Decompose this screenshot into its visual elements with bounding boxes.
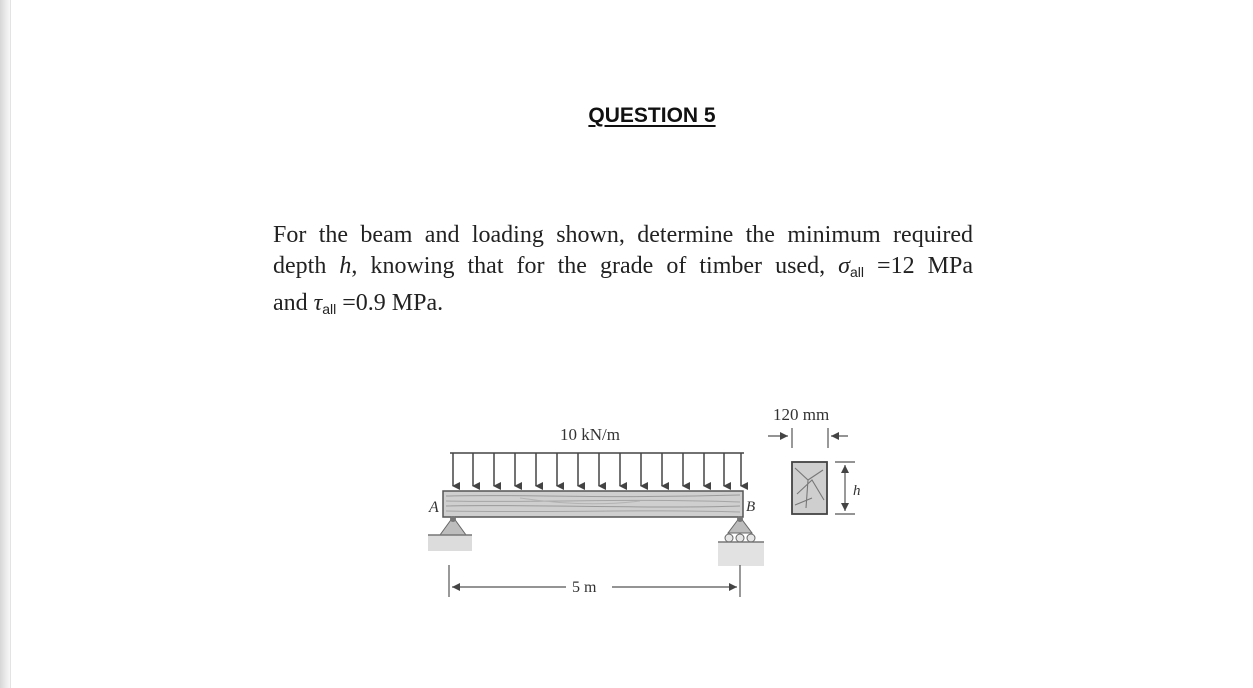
width-label: 120 mm: [773, 405, 830, 424]
load-label: 10 kN/m: [560, 425, 620, 444]
timber-beam: [443, 491, 743, 517]
tau-subscript: all: [322, 301, 337, 317]
problem-text-grade: , knowing that for the grade of timber used,: [351, 253, 839, 279]
depth-dimension: [835, 462, 855, 514]
tau-symbol: τ: [313, 290, 323, 316]
problem-line-1: For the beam and loading shown, determine the minimum required: [273, 222, 973, 248]
distributed-load-arrows: [453, 453, 741, 486]
roller-support-b: [718, 516, 764, 566]
width-dimension: [768, 428, 848, 448]
depth-symbol: h: [339, 253, 352, 279]
sigma-subscript: all: [849, 264, 864, 280]
beam-cross-section: [792, 462, 827, 514]
support-a-label: A: [429, 499, 439, 516]
pin-support-a: [428, 516, 472, 551]
problem-text-and: and: [273, 290, 314, 316]
tau-value: =0.9 MPa.: [336, 290, 444, 316]
question-title: QUESTION 5: [588, 104, 716, 127]
sigma-value: =12 MPa: [864, 253, 973, 279]
support-b-label: B: [746, 499, 756, 515]
problem-text-depth: depth: [273, 253, 340, 279]
sigma-symbol: σ: [838, 253, 850, 279]
depth-label: h: [853, 483, 861, 499]
span-label: 5 m: [572, 579, 597, 596]
